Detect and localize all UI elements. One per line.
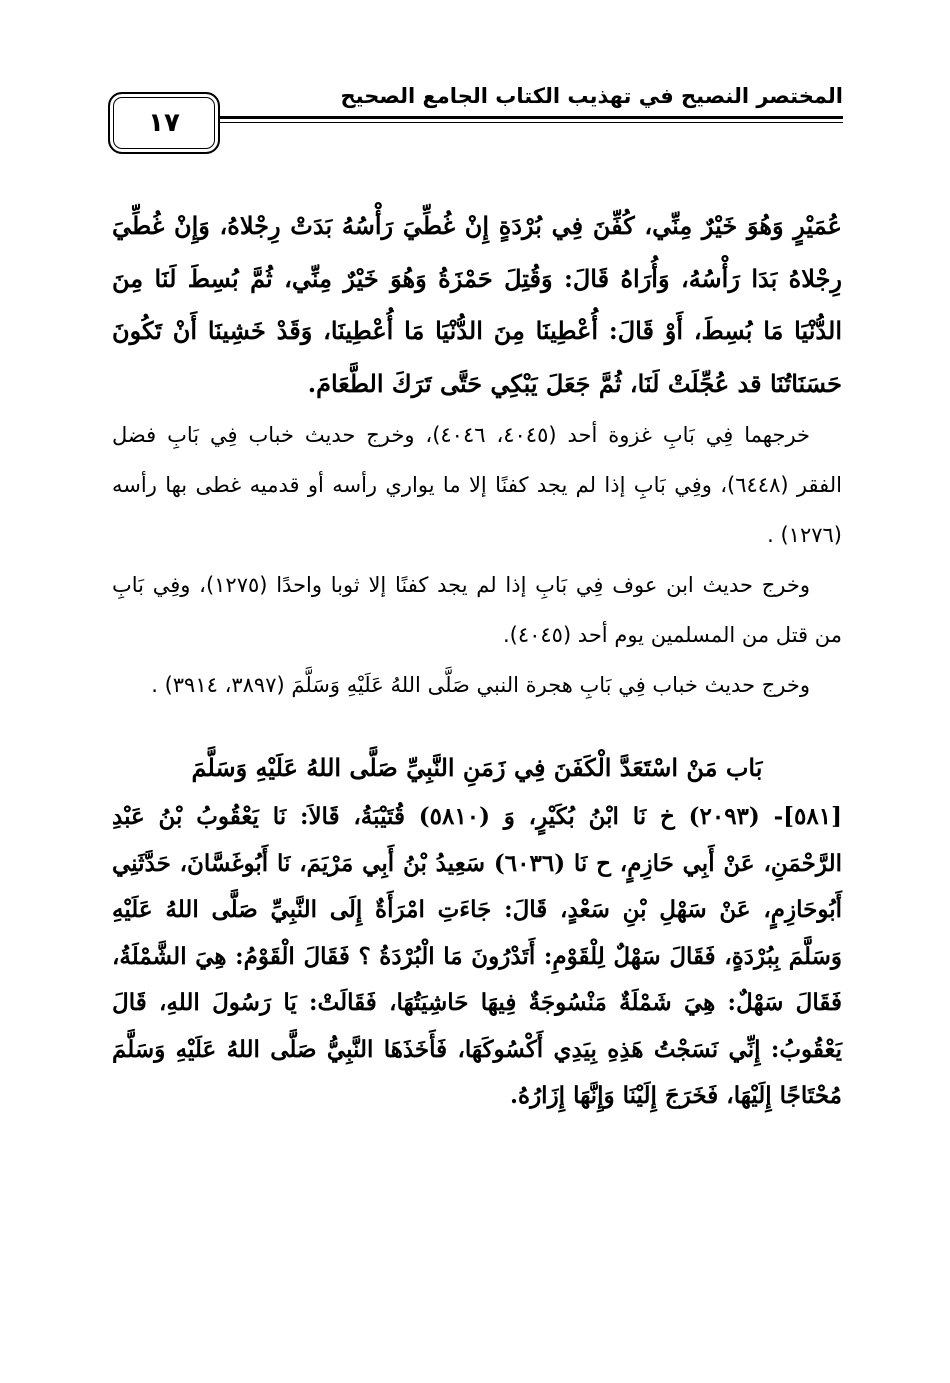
header-rule-thick [218, 116, 843, 119]
hadith-text: [٥٨١]- (٢٠٩٣) خ نَا ابْنُ بُكَيْرٍ، وَ (٥٨١٠) قُتَيْبَةُ، قَالاَ: نَا يَعْقُوبُ بْنُ عَبْدِ الرَّحْمَنِ، عَنْ أَبِي حَازِمٍ، ح نَا (٦٠٣٦) سَعِيدُ بْنُ أَبِي مَرْيَمَ، نَا أَبُوغَسَّانَ، حَدَّثَنِي أَبُوحَازِمٍ، عَنْ سَهْلِ بْنِ سَعْدٍ، قَالَ: جَاءَتِ امْرَأَةٌ إِلَى النَّبِيِّ صَلَّى اللهُ عَلَيْهِ وَسَلَّمَ بِبُرْدَةٍ، فَقَالَ سَهْلٌ لِلْقَوْمِ: أَتَدْرُونَ مَا الْبُرْدَةُ ؟ فَقَالَ الْقَوْمُ: هِيَ الشَّمْلَةُ، فَقَالَ سَهْلٌ: هِيَ شَمْلَةٌ مَنْسُوجَةٌ فِيهَا حَاشِيَتُهَا، فَقَالَتْ: يَا رَسُولَ اللهِ، قَالَ يَعْقُوبُ: إِنِّي نَسَجْتُ هَذِهِ بِيَدِي أَكْسُوكَهَا، فَأَخَذَهَا النَّبِيُّ صَلَّى اللهُ عَلَيْهِ وَسَلَّمَ مُحْتَاجًا إِلَيْهَا، فَخَرَجَ إِلَيْنَا وَإِنَّهَا إِزَارُهُ. [112, 803, 842, 1109]
page-header [108, 80, 843, 165]
page-number: ١٧ [108, 92, 220, 154]
hadith-continuation: عُمَيْرٍ وَهُوَ خَيْرٌ مِنِّي، كُفِّنَ فِي بُرْدَةٍ إِنْ غُطِّيَ رَأْسُهُ بَدَتْ رِجْلاهُ، وَإِنْ غُطِّيَ رِجْلاهُ بَدَا رَأْسُهُ، وَأُرَاهُ قَالَ: وَقُتِلَ حَمْزَةُ وَهُوَ خَيْرٌ مِنِّي، ثُمَّ بُسِطَ لَنَا مِنَ الدُّنْيَا مَا بُسِطَ، أَوْ قَالَ: أُعْطِينَا مِنَ الدُّنْيَا مَا أُعْطِينَا، وَقَدْ خَشِينَا أَنْ تَكُونَ حَسَنَاتُنَا قد عُجِّلَتْ لَنَا، ثُمَّ جَعَلَ يَبْكِي حَتَّى تَرَكَ الطَّعَامَ. [112, 211, 842, 398]
commentary-paragraph: خرجهما فِي بَابِ غزوة أحد (٤٠٤٥، ٤٠٤٦)، وخرج حديث خباب فِي بَابِ فضل الفقر (٦٤٤٨)، وفِي بَابِ إذا لم يجد كفنًا إلا ما يواري رأسه أو قدميه غطى بها رأسه (١٢٧٦) . [112, 423, 842, 547]
commentary-paragraph: وخرج حديث ابن عوف فِي بَابِ إذا لم يجد كفنًا إلا ثوبا واحدًا (١٢٧٥)، وفِي بَابِ من قتل من المسلمين يوم أحد (٤٠٤٥). [112, 573, 842, 647]
commentary-paragraph: وخرج حديث خباب فِي بَابِ هجرة النبي صَلَّى اللهُ عَلَيْهِ وَسَلَّمَ (٣٨٩٧، ٣٩١٤) . [151, 673, 810, 697]
header-rule-thin [218, 122, 843, 123]
page-content [112, 200, 842, 1120]
running-title: المختصر النصيح في تهذيب الكتاب الجامع الصحيح [340, 84, 843, 108]
chapter-heading: بَاب مَنْ اسْتَعَدَّ الْكَفَنَ فِي زَمَنِ النَّبِيِّ صَلَّى اللهُ عَلَيْهِ وَسَلَّمَ [191, 753, 763, 782]
